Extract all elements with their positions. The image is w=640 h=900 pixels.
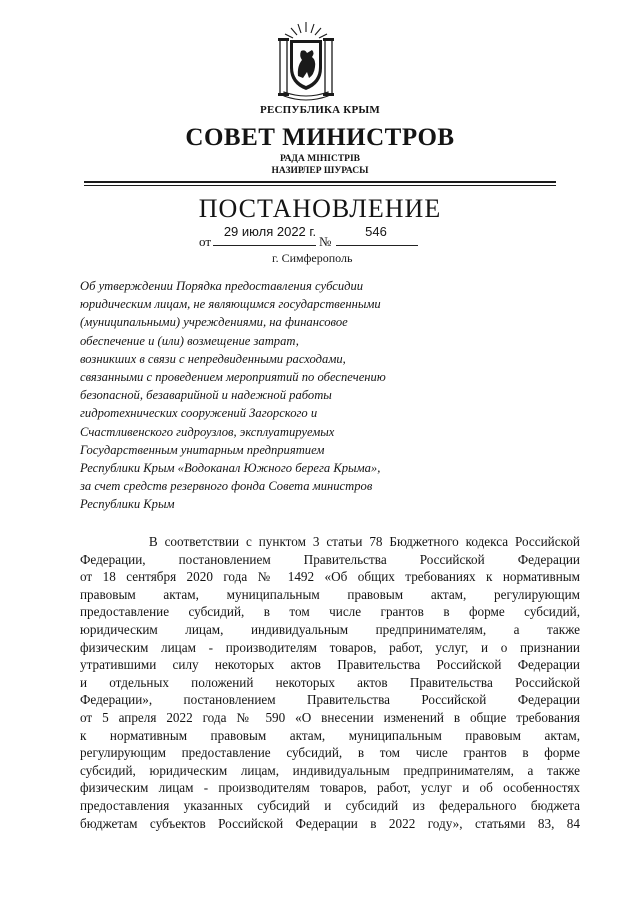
date-from-label: от xyxy=(199,234,212,249)
coat-of-arms-emblem xyxy=(274,20,338,102)
number-underline xyxy=(336,245,418,246)
header-divider-thin xyxy=(84,185,556,186)
title-line: обеспечение и (или) возмещение затрат, xyxy=(80,333,299,348)
body-line: субсидий, юридическим лицам, индивидуальным предпринимателям, а также xyxy=(80,762,580,778)
body-line: предоставления указанных субсидий и субсидий из федерального бюджета xyxy=(80,797,580,813)
body-line: правовым актам, муниципальным правовым актам, регулирующим xyxy=(80,586,580,602)
body-line: Федерации», постановлением Правительства Российской Федерации xyxy=(80,692,580,708)
date-underline xyxy=(213,245,316,246)
decree-number: 546 xyxy=(365,224,387,239)
republic-name: РЕСПУБЛИКА КРЫМ xyxy=(260,104,380,116)
council-name-crimean-tatar: НАЗИРЛЕР ШУРАСЫ xyxy=(271,166,369,176)
title-line: Счастливенского гидроузлов, эксплуатируемых xyxy=(80,424,335,439)
decree-body xyxy=(80,533,580,832)
decree-title xyxy=(80,277,460,514)
title-line: гидротехнических сооружений Загорского и xyxy=(80,406,318,421)
title-line: (муниципальными) учреждениями, на финансовое xyxy=(80,315,348,330)
body-line: от 18 сентября 2020 года № 1492 «Об общих требованиях к нормативным xyxy=(80,569,580,585)
body-line: регулирующим предоставление субсидий, в том числе грантов в форме xyxy=(80,745,580,761)
body-line: Федерации, постановлением Правительства Российской Федерации xyxy=(80,551,580,567)
number-label: № xyxy=(319,234,332,249)
body-line: физическим лицам - производителям товаров, работ, услуг и об особенностях xyxy=(80,780,580,796)
city: г. Симферополь xyxy=(272,251,353,265)
title-line: Республики Крым «Водоканал Южного берега Крыма», xyxy=(80,461,381,476)
body-line: и отдельных положений некоторых актов Правительства Российской xyxy=(80,674,580,690)
body-line: физическим лицам - производителям товаров, работ, услуг, и о признании xyxy=(80,639,580,655)
document-type: ПОСТАНОВЛЕНИЕ xyxy=(198,194,442,223)
title-line: Об утверждении Порядка предоставления субсидии xyxy=(80,279,364,293)
body-line: юридическим лицам, индивидуальным предпринимателям, а также xyxy=(80,621,580,637)
body-line: В соответствии с пунктом 3 статьи 78 Бюджетного кодекса Российской xyxy=(80,534,580,549)
title-line: Государственным унитарным предприятием xyxy=(80,442,325,457)
title-line: возникших в связи с непредвиденными расходами, xyxy=(80,351,346,366)
body-line: предоставление субсидий, в том числе грантов в форме субсидий, xyxy=(80,604,580,620)
title-line: юридическим лицам, не являющимся государственными xyxy=(80,297,381,312)
title-line: безопасной, безаварийной и надежной работы xyxy=(80,388,332,403)
council-name: СОВЕТ МИНИСТРОВ xyxy=(185,124,455,151)
title-line: связанными с проведением мероприятий по обеспечению xyxy=(80,370,386,385)
decree-date: 29 июля 2022 г. xyxy=(223,224,317,239)
body-line: утратившими силу некоторых актов Правительства Российской Федерации xyxy=(80,657,580,673)
title-line: Республики Крым xyxy=(80,497,175,512)
body-line: бюджетам субъектов Российской Федерации в 2022 году», статьями 83, 84 xyxy=(80,815,580,831)
header-divider-thick xyxy=(84,181,556,183)
title-line: за счет средств резервного фонда Совета министров xyxy=(80,479,373,494)
body-line: от 5 апреля 2022 года № 590 «О внесении изменений в общие требования xyxy=(80,709,580,725)
council-name-ukrainian: РАДА МІНІСТРІВ xyxy=(279,154,360,164)
body-line: к нормативным правовым актам, муниципальным правовым актам, xyxy=(80,727,580,743)
